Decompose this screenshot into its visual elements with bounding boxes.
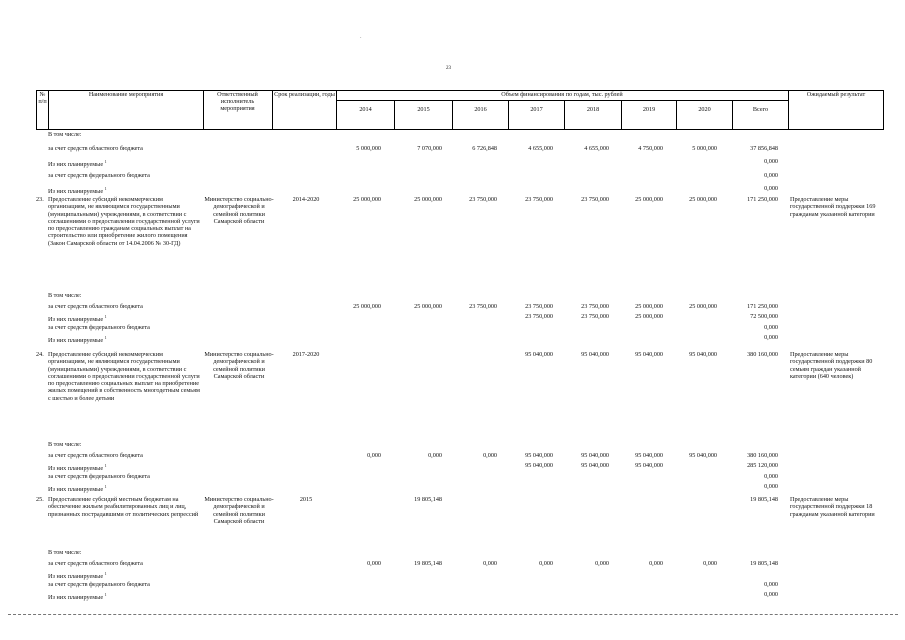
item-result: Предоставление меры государственной поддержки 18 гражданам указанной категории	[790, 496, 875, 518]
value-cell: 25 000,000	[635, 196, 663, 203]
value-cell: 95 040,000	[525, 351, 553, 358]
value-cell: 72 500,000	[750, 313, 778, 320]
row-label: Из них планируемые $^1$	[48, 159, 107, 169]
value-cell: 23 750,000	[525, 196, 553, 203]
value-cell: 95 040,000	[581, 462, 609, 469]
value-cell: 23 750,000	[581, 196, 609, 203]
value-cell: 5 000,000	[692, 144, 717, 152]
value-cell: 0,000	[595, 559, 609, 567]
value-cell: 0,000	[483, 559, 497, 567]
value-cell: 19 805,148	[750, 496, 778, 503]
value-cell: 0,000	[764, 483, 778, 490]
value-cell: 25 000,000	[635, 302, 663, 310]
item-number: 25.	[36, 496, 44, 503]
header-result: Ожидаемый результат	[806, 91, 866, 98]
value-cell: 25 000,000	[635, 313, 663, 320]
item-responsible: Министерство социально-демографической и семейной политики Самарской области	[204, 496, 274, 525]
value-cell: 95 040,000	[689, 351, 717, 358]
value-cell: 95 040,000	[525, 462, 553, 469]
item-responsible: Министерство социально-демографической и семейной политики Самарской области	[204, 196, 274, 225]
value-cell: 4 655,000	[528, 144, 553, 152]
value-cell: 95 040,000	[635, 451, 663, 459]
value-cell: 23 750,000	[525, 302, 553, 310]
row-label: Из них планируемые $^1$	[48, 571, 107, 581]
header-year: 2014	[359, 106, 372, 113]
value-cell: 0,000	[764, 591, 778, 598]
item-name: Предоставление субсидий некоммерческим организациям, не являющимся государственными (муниципальными) учреждениями, в соответствии с соглашениями о предоставлении государственной услуги по предоставлению гражданам социальных выплат на строительство или приобретение жилого помещения (Закон Самарской области от 14.04.2006 № 30-ГД)	[48, 196, 200, 247]
row-label: за счет средств федерального бюджета	[48, 472, 150, 480]
row-label: В том числе:	[48, 441, 82, 448]
value-cell: 25 000,000	[689, 302, 717, 310]
value-cell: 23 750,000	[525, 313, 553, 320]
value-cell: 95 040,000	[689, 451, 717, 459]
row-label: за счет средств областного бюджета	[48, 144, 143, 152]
value-cell: 95 040,000	[581, 351, 609, 358]
value-cell: 6 726,848	[472, 144, 497, 152]
value-cell: 0,000	[764, 158, 778, 165]
row-label: за счет средств федерального бюджета	[48, 171, 150, 179]
value-cell: 171 250,000	[747, 302, 778, 310]
value-cell: 0,000	[764, 334, 778, 341]
header-year: 2020	[698, 106, 711, 113]
value-cell: 23 750,000	[469, 196, 497, 203]
value-cell: 0,000	[539, 559, 553, 567]
value-cell: 0,000	[764, 323, 778, 331]
item-number: 23.	[36, 196, 44, 203]
item-name: Предоставление субсидий некоммерческим организациям, не являющимся государственными (муниципальными) учреждениями, в соответствии с соглашениями о предоставлении государственной услуги по предоставлению социальных выплат на приобретение жилых помещений в собственность многодетным семьям с шестью и более детьми	[48, 351, 200, 402]
value-cell: 25 000,000	[353, 196, 381, 203]
value-cell: 4 655,000	[584, 144, 609, 152]
value-cell: 95 040,000	[635, 462, 663, 469]
row-label: за счет средств федерального бюджета	[48, 580, 150, 588]
value-cell: 0,000	[649, 559, 663, 567]
row-label: Из них планируемые $^1$	[48, 463, 107, 473]
value-cell: 0,000	[703, 559, 717, 567]
header-year: 2015	[417, 106, 430, 113]
value-cell: 0,000	[764, 171, 778, 179]
value-cell: 0,000	[367, 451, 381, 459]
row-label: В том числе:	[48, 292, 82, 299]
row-label: Из них планируемые $^1$	[48, 314, 107, 324]
value-cell: 23 750,000	[581, 313, 609, 320]
item-term: 2017-2020	[292, 351, 320, 358]
value-cell: 95 040,000	[525, 451, 553, 459]
value-cell: 19 805,148	[750, 559, 778, 567]
header-year: 2019	[642, 106, 656, 113]
header-year: 2018	[586, 106, 600, 113]
row-label: за счет средств областного бюджета	[48, 559, 143, 567]
header-finance: Объем финансирования по годам, тыс. рублей	[501, 91, 623, 98]
row-label: Из них планируемые $^1$	[48, 592, 107, 602]
item-term: 2015	[299, 496, 313, 503]
value-cell: 25 000,000	[353, 302, 381, 310]
row-label: за счет средств федерального бюджета	[48, 323, 150, 331]
row-label: Из них планируемые $^1$	[48, 186, 107, 196]
header-year: 2016	[474, 106, 487, 113]
scan-speck: ·	[360, 36, 362, 41]
table-header	[36, 90, 884, 130]
header-year: 2017	[530, 106, 543, 113]
row-label: Из них планируемые $^1$	[48, 335, 107, 345]
header-num: № п/п	[38, 91, 47, 105]
value-cell: 5 000,000	[356, 144, 381, 152]
page-number: 23	[446, 66, 451, 71]
item-result: Предоставление меры государственной поддержки 169 гражданам указанной категории	[790, 196, 876, 218]
value-cell: 171 250,000	[747, 196, 778, 203]
row-label: за счет средств областного бюджета	[48, 451, 143, 459]
value-cell: 0,000	[428, 451, 442, 459]
value-cell: 380 160,000	[747, 351, 778, 358]
value-cell: 0,000	[764, 185, 778, 192]
value-cell: 95 040,000	[581, 451, 609, 459]
value-cell: 25 000,000	[414, 196, 442, 203]
value-cell: 23 750,000	[581, 302, 609, 310]
row-label: В том числе:	[48, 131, 82, 138]
header-term: Срок реализации, годы	[274, 91, 335, 98]
header-name: Наименование мероприятия	[88, 91, 164, 98]
value-cell: 37 856,848	[750, 144, 778, 152]
row-label: за счет средств областного бюджета	[48, 302, 143, 310]
value-cell: 95 040,000	[635, 351, 663, 358]
item-responsible: Министерство социально-демографической и семейной политики Самарской области	[204, 351, 274, 380]
item-term: 2014-2020	[292, 196, 320, 203]
item-result: Предоставление меры государственной поддержки 80 семьям граждан указанной категории (640 человек)	[790, 351, 873, 380]
value-cell: 25 000,000	[414, 302, 442, 310]
header-responsible: Ответственный исполнитель мероприятия	[217, 91, 258, 112]
value-cell: 23 750,000	[469, 302, 497, 310]
value-cell: 7 070,000	[417, 144, 442, 152]
value-cell: 25 000,000	[689, 196, 717, 203]
row-label: Из них планируемые $^1$	[48, 484, 107, 494]
item-name: Предоставление субсидий местным бюджетам на обеспечение жильем реабилитированных лиц и лиц, признанных пострадавшими от политических репрессий	[48, 496, 199, 518]
value-cell: 0,000	[483, 451, 497, 459]
value-cell: 19 805,148	[414, 559, 442, 567]
value-cell: 19 805,148	[414, 496, 442, 503]
value-cell: 0,000	[764, 580, 778, 588]
page-edge-line	[8, 614, 898, 615]
item-number: 24.	[36, 351, 44, 358]
header-total: Всего	[752, 106, 769, 113]
value-cell: 0,000	[764, 472, 778, 480]
value-cell: 285 120,000	[747, 462, 778, 469]
value-cell: 380 160,000	[747, 451, 778, 459]
value-cell: 4 750,000	[638, 144, 663, 152]
row-label: В том числе:	[48, 549, 82, 556]
value-cell: 0,000	[367, 559, 381, 567]
